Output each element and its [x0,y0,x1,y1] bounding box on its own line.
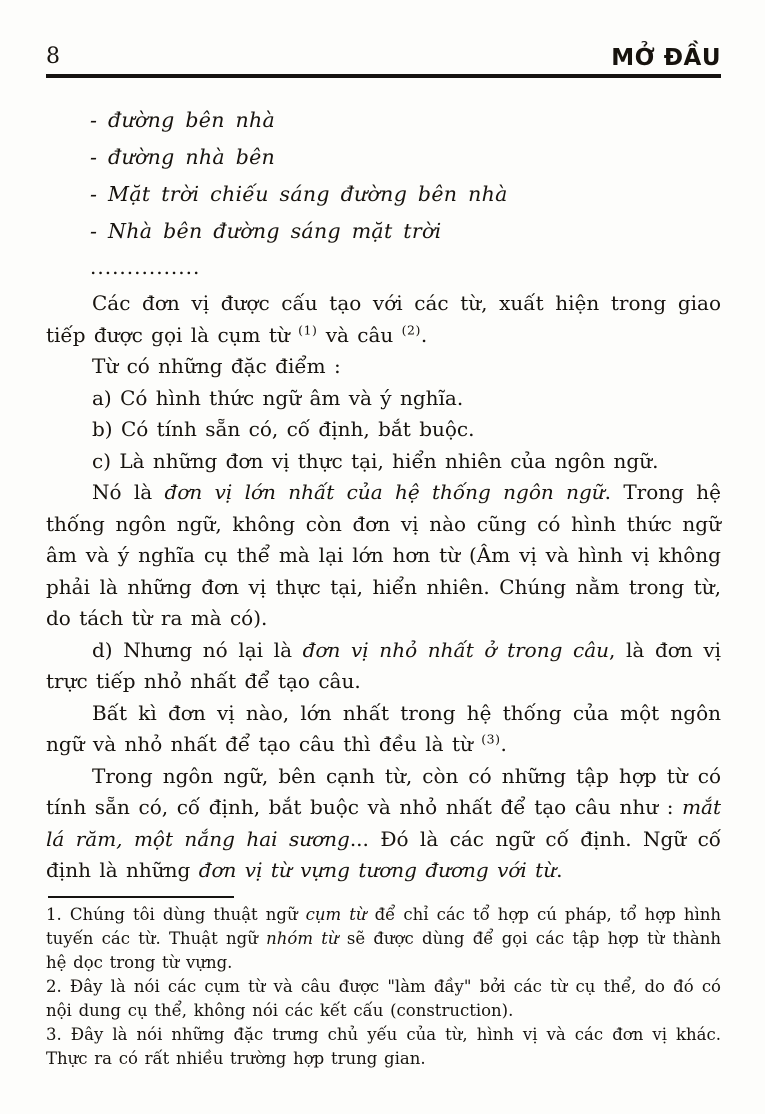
text-segment: 3. Đây là nói những đặc trưng chủ yếu của từ, hình vị và các đơn vị khác. Thực ra có rất nhiều trường hợp trung gian. [46,1024,721,1068]
text-segment: (1) [298,321,318,337]
text-segment: d) Nhưng nó lại là [92,637,303,662]
footnote [46,975,721,1023]
example-line: - Nhà bên đường sáng mặt trời [90,219,442,243]
text-segment: (2) [401,321,421,337]
page-number: 8 [46,44,60,69]
paragraph [46,635,721,698]
text-segment: , là đơn vị trực tiếp nhỏ nhất để tạo câu. [46,637,722,693]
text-segment: Bất kì đơn vị nào, lớn nhất trong hệ thống của một ngôn ngữ và nhỏ nhất để tạo câu thì đều là từ [46,700,721,756]
paragraph [46,383,721,415]
text-segment: đơn vị lớn nhất của hệ thống ngôn ngữ [164,480,605,504]
text-segment: . [420,322,428,347]
text-segment: để chỉ các tổ hợp cú pháp, tổ hợp hình tuyến các từ. Thuật ngữ [46,904,721,948]
text-segment: . [500,732,507,756]
paragraph [46,698,721,761]
text-segment: Các đơn vị được cấu tạo với các từ, xuất hiện trong giao tiếp được gọi là cụm từ [46,291,721,347]
running-title: MỞ ĐẦU [611,45,721,71]
page-header [46,46,721,70]
body-paragraphs [46,288,721,887]
footnote-rule [48,896,234,898]
text-segment: sẽ được dùng để gọi các tập hợp từ thành hệ dọc trong từ vựng. [46,928,721,972]
paragraph [46,414,721,446]
example-list [90,102,721,250]
text-segment: cụm từ [305,904,367,924]
text-segment: và câu [317,322,402,347]
paragraph [46,351,721,383]
text-segment: Từ có những đặc điểm : [92,354,341,378]
footnote [46,903,721,975]
footnotes-section [46,903,721,1071]
paragraph [46,477,721,635]
text-segment: (3) [481,731,501,747]
text-segment: 2. Đây là nói các cụm từ và câu được "làm đầy" bởi các từ cụ thể, do đó có nội dung cụ thể, không nói các kết cấu (construction). [46,976,721,1020]
text-segment: nhóm từ [266,928,339,948]
paragraph [46,446,721,478]
example-line: - đường nhà bên [90,145,276,169]
text-segment: đơn vị từ vựng tương đương với từ [198,858,557,882]
paragraph [46,761,721,887]
text-segment: b) Có tính sẵn có, cố định, bắt buộc. [92,417,475,441]
text-segment: 1. Chúng tôi dùng thuật ngữ [46,904,306,924]
text-segment: . Trong hệ thống ngôn ngữ, không còn đơn vị nào cũng có hình thức ngữ âm và ý nghĩa cụ thể mà lại lớn hơn từ (Âm vị và hình vị không phải là những đơn vị thực tại, hiển nhiên. Chúng nằm trong từ, do tách từ ra mà có). [46,480,721,630]
example-line: - đường bên nhà [90,108,276,132]
text-segment: Nó là [92,480,165,504]
paragraph [46,288,721,351]
ellipsis-line: ............... [90,255,201,279]
header-rule [46,74,721,78]
text-segment: c) Là những đơn vị thực tại, hiển nhiên của ngôn ngữ. [92,448,659,473]
text-segment: ... Đó là các ngữ cố định. Ngữ cố định là những [46,826,722,882]
text-segment: đơn vị nhỏ nhất ở trong câu [302,637,610,662]
footnote [46,1023,721,1071]
text-segment: Trong ngôn ngữ, bên cạnh từ, còn có những tập hợp từ có tính sẵn có, cố định, bắt buộc và nhỏ nhất để tạo câu như : [46,763,721,819]
example-line: - Mặt trời chiếu sáng đường bên nhà [90,182,508,206]
text-segment: . [556,858,563,882]
text-segment: mắt lá răm, một nắng hai sương [46,795,721,851]
text-segment: a) Có hình thức ngữ âm và ý nghĩa. [92,385,464,410]
